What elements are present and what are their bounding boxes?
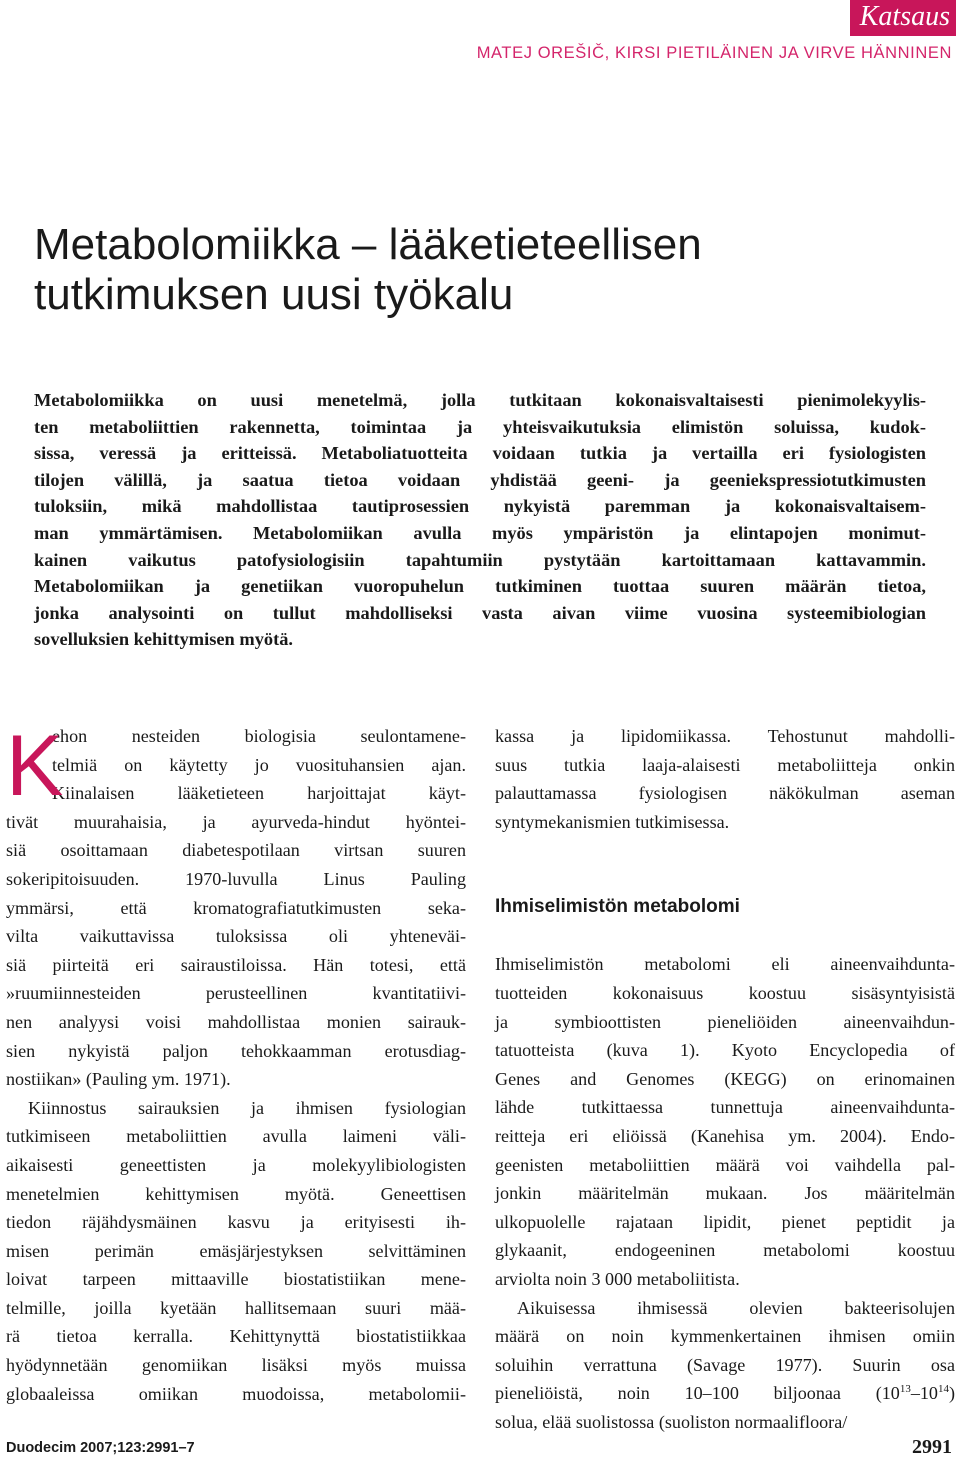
- text-line: tutkimiseen metaboliittien avulla laimeni väli-: [6, 1126, 466, 1147]
- text-line: Kiinnostus sairauksien ja ihmisen fysiologian: [28, 1097, 466, 1118]
- text-line: sien nykyistä paljon tehokkaamman erotusdiag-: [6, 1040, 466, 1061]
- text-line: arviolta noin 3 000 metaboliitista.: [495, 1268, 740, 1289]
- text-line: tuotteiden kokonaisuus koostuu sisäsyntyisistä: [495, 982, 955, 1003]
- text-line: soluihin verrattuna (Savage 1977). Suurin osa: [495, 1354, 955, 1375]
- paragraph-3: [495, 950, 955, 1293]
- text-line: Kiinalaisen lääketieteen harjoittajat käyt-: [52, 783, 466, 804]
- text-line: telmiä on käytetty jo vuosituhansien ajan.: [52, 754, 466, 775]
- authors: MATEJ OREŠIČ, KIRSI PIETILÄINEN JA VIRVE HÄNNINEN: [476, 44, 952, 62]
- abstract-line: Metabolomiikan ja genetiikan vuoropuhelun tutkiminen tuottaa suuren määrän tietoa,: [34, 576, 926, 597]
- abstract: [34, 387, 926, 653]
- text-line: misen perimän emäsjärjestyksen selvittäminen: [6, 1240, 466, 1261]
- text-line: Ihmiselimistön metabolomi eli aineenvaihdunta-: [495, 954, 955, 975]
- spacer: [495, 836, 955, 893]
- text-line: tatuotteista (kuva 1). Kyoto Encyclopedia of: [495, 1040, 955, 1061]
- text-line: globaaleissa omiikan muodoissa, metabolomii-: [6, 1383, 466, 1404]
- text-line: telmille, joilla kyetään hallitsemaan suuri mää-: [6, 1297, 466, 1318]
- title-line-1: Metabolomiikka – lääketieteellisen: [34, 220, 702, 269]
- text-line: Genes and Genomes (KEGG) on erinomainen: [495, 1068, 955, 1089]
- text-line: Aikuisessa ihmisessä olevien bakteerisolujen: [517, 1297, 955, 1318]
- text-line: siä osoittamaan diabetespotilaan virtsan suuren: [6, 840, 466, 861]
- text-line: kassa ja lipidomiikassa. Tehostunut mahdolli-: [495, 726, 955, 746]
- text-line: siä piirteitä eri sairaustiloissa. Hän totesi, että: [6, 954, 466, 975]
- text-line: reitteja eri eliöissä (Kanehisa ym. 2004). Endo-: [495, 1125, 955, 1146]
- dropcap-block: [6, 718, 466, 814]
- text-line-superscript: pieneliöistä, noin 10–100 biljoonaa $(10^{13}-10^{14})$: [495, 1383, 955, 1404]
- abstract-line: tuloksiin, mikä mahdollistaa tautiprosessien nykyistä paremman ja kokonaisvaltaisem-: [34, 496, 926, 517]
- text-line: palauttamassa fysiologisen näkökulman aseman: [495, 783, 955, 804]
- text-line: hyödynnetään genomiikan lisäksi myös muissa: [6, 1355, 466, 1376]
- title-line-2: tutkimuksen uusi työkalu: [34, 270, 514, 319]
- text-line: rä tietoa kerralla. Kehittynyttä biostatistiikkaa: [6, 1326, 466, 1347]
- text-line: vilta vaikuttavissa tuloksissa oli yhteneväi-: [6, 926, 466, 947]
- paragraph-1: [6, 808, 466, 1094]
- abstract-line: sissa, veressä ja eritteissä. Metaboliatuotteita voidaan tutkia ja vertailla eri fysiologisten: [34, 443, 926, 464]
- page-number: 2991: [912, 1436, 952, 1458]
- text-line: glykaanit, endogeeninen metabolomi koostuu: [495, 1240, 955, 1261]
- paragraph-4: [495, 1294, 955, 1380]
- spacer: [495, 921, 955, 950]
- text-line: aikaisesti geneettisten ja molekyylibiologisten: [6, 1154, 466, 1175]
- section-label: Katsaus: [850, 0, 956, 36]
- article-title: [34, 220, 934, 320]
- dropcap-lines: [6, 718, 466, 814]
- text-line: nen analyysi voisi mahdollistaa monien sairauk-: [6, 1011, 466, 1032]
- text-line: geenisten metaboliittien määrä voi vaihdella pal-: [495, 1154, 955, 1175]
- text-line: »ruumiinnesteiden perusteellinen kvantitatiivi-: [6, 983, 466, 1004]
- abstract-line: sovelluksien kehittymisen myötä.: [34, 629, 294, 650]
- text-line: sokeripitoisuuden. 1970-luvulla Linus Pauling: [6, 868, 466, 889]
- text-line: ymmärsi, että kromatografiatutkimusten seka-: [6, 897, 466, 918]
- text-line: menetelmien kehittymisen myötä. Geneettisen: [6, 1183, 466, 1204]
- abstract-line: ten metaboliittien rakennetta, toimintaa ja yhteisvaikutuksia elimistön soluissa, kudok-: [34, 416, 926, 437]
- dropcap: K: [6, 718, 64, 814]
- abstract-line: kainen vaikutus patofysiologisiin tapahtumiin pystytään kartoittamaan kattavammin.: [34, 549, 926, 570]
- text-line: määrä on noin kymmenkertainen ihmisen omiin: [495, 1326, 955, 1347]
- text-line: syntymekanismien tutkimisessa.: [495, 811, 730, 832]
- abstract-line: jonka analysointi on tullut mahdolliseksi vasta aivan viime vuosina systeemibiologian: [34, 602, 926, 623]
- text-line: ja symbioottisten pieneliöiden aineenvaihdun-: [495, 1011, 955, 1032]
- text-line: suus tutkia laaja-alaisesti metaboliitteja onkin: [495, 754, 955, 775]
- text-line: solua, elää suolistossa (suoliston normaalifloora/: [495, 1411, 848, 1432]
- abstract-line: Metabolomiikka on uusi menetelmä, jolla tutkitaan kokonaisvaltaisesti pienimolekyylis-: [34, 390, 926, 410]
- journal-citation: Duodecim 2007;123:2991–7: [6, 1440, 195, 1456]
- section-heading: Ihmiselimistön metabolomi: [495, 896, 740, 918]
- right-column: [495, 722, 955, 1436]
- abstract-line: man ymmärtämisen. Metabolomiikan avulla myös ympäristön ja elintapojen monimut-: [34, 522, 926, 543]
- text-line: ehon nesteiden biologisia seulontamene-: [52, 726, 466, 746]
- text-line: nostiikan» (Pauling ym. 1971).: [6, 1069, 231, 1090]
- paragraph-continued: [495, 722, 955, 836]
- paragraph-2: [6, 1094, 466, 1409]
- left-column: [6, 718, 466, 1408]
- text-line: tivät muurahaisia, ja ayurveda-hindut hyöntei-: [6, 811, 466, 832]
- text-line: tiedon räjähdysmäinen kasvu ja erityisesti ih-: [6, 1212, 466, 1233]
- text-line: lähde tutkittaessa tunnettuja aineenvaihdunta-: [495, 1097, 955, 1118]
- text-line: jonkin määritelmän mukaan. Jos määritelmän: [495, 1183, 955, 1204]
- abstract-line: tilojen välillä, ja saatua tietoa voidaan yhdistää geeni- ja geeniekspressiotutkimusten: [34, 469, 926, 490]
- text-line: ulkopuolelle rajataan lipidit, pienet peptidit ja: [495, 1211, 955, 1232]
- text-line: loivat tarpeen mittaaville biostatistiikan mene-: [6, 1269, 466, 1290]
